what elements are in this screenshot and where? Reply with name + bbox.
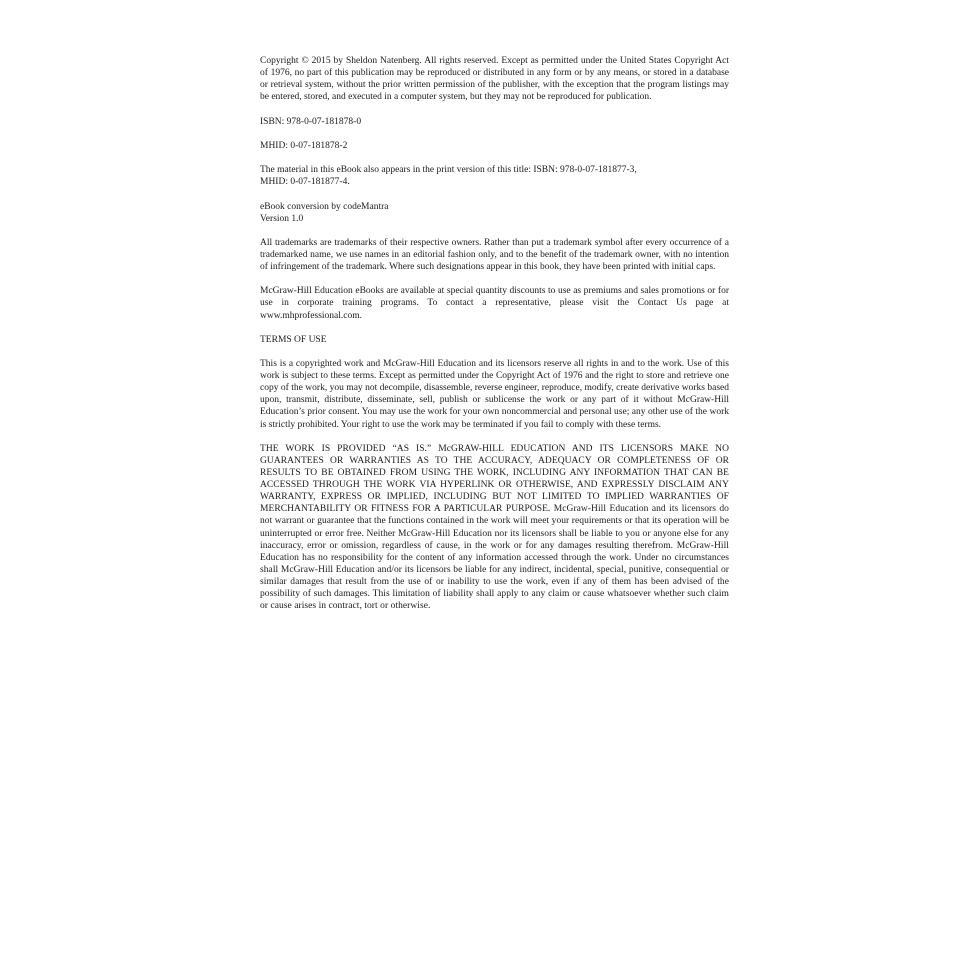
ebook-version: Version 1.0	[260, 213, 304, 224]
copyright-page	[260, 55, 729, 624]
print-version-line-2: MHID: 0-07-181877-4.	[260, 177, 350, 188]
print-version-line-1: The material in this eBook also appears in the print version of this title: ISBN: 978-0-07-181877-3,	[260, 165, 637, 176]
isbn-line: ISBN: 978-0-07-181878-0	[260, 116, 362, 127]
print-version-note	[260, 164, 729, 188]
terms-body: This is a copyrighted work and McGraw-Hill Education and its licensors reserve all rights in and to the work. Use of this work is subject to these terms. Except as permitted under the Copyright Act of 1976 and the right to store and retrieve one copy of the work, you may not decompile, disassemble, reverse engineer, reproduce, modify, create derivative works based upon, transmit, distribute, disseminate, sell, publish or sublicense the work or any part of it without McGraw-Hill Education’s prior consent. You may use the work for your own noncommercial and personal use; any other use of the work is strictly prohibited. Your right to use the work may be terminated if you fail to comply with these terms.	[260, 359, 729, 430]
mhid-line: MHID: 0-07-181878-2	[260, 140, 348, 151]
terms-heading: TERMS OF USE	[260, 334, 327, 345]
ebook-info	[260, 201, 729, 225]
disclaimer: THE WORK IS PROVIDED “AS IS.” McGRAW-HILL EDUCATION AND ITS LICENSORS MAKE NO GUARANTEES OR WARRANTIES AS TO THE ACCURACY, ADEQUACY OR COMPLETENESS OF OR RESULTS TO BE OBTAINED FROM USING THE WORK, INCLUDING ANY INFORMATION THAT CAN BE ACCESSED THROUGH THE WORK VIA HYPERLINK OR OTHERWISE, AND EXPRESSLY DISCLAIM ANY WARRANTY, EXPRESS OR IMPLIED, INCLUDING BUT NOT LIMITED TO IMPLIED WARRANTIES OF MERCHANTABILITY OR FITNESS FOR A PARTICULAR PURPOSE. McGraw-Hill Education and its licensors do not warrant or guarantee that the functions contained in the work will meet your requirements or that its operation will be uninterrupted or error free. Neither McGraw-Hill Education nor its licensors shall be liable to you or anyone else for any inaccuracy, error or omission, regardless of cause, in the work or for any damages resulting therefrom. McGraw-Hill Education has no responsibility for the content of any information accessed through the work. Under no circumstances shall McGraw-Hill Education and/or its licensors be liable for any indirect, incidental, special, punitive, consequential or similar damages that result from the use of or inability to use the work, even if any of them has been advised of the possibility of such damages. This limitation of liability shall apply to any claim or cause whatsoever whether such claim or cause arises in contract, tort or otherwise.	[260, 443, 729, 612]
copyright-notice: Copyright © 2015 by Sheldon Natenberg. All rights reserved. Except as permitted under the United States Copyright Act of 1976, no part of this publication may be reproduced or distributed in any form or by any means, or stored in a database or retrieval system, without the prior written permission of the publisher, with the exception that the program listings may be entered, stored, and executed in a computer system, but they may not be reproduced for publication.	[260, 56, 729, 103]
ebook-conversion: eBook conversion by codeMantra	[260, 201, 389, 212]
trademarks-notice: All trademarks are trademarks of their respective owners. Rather than put a trademark symbol after every occurrence of a trademarked name, we use names in an editorial fashion only, and to the benefit of the trademark owner, with no intention of infringement of the trademark. Where such designations appear in this book, they have been printed with initial caps.	[260, 237, 729, 273]
discounts-notice: McGraw-Hill Education eBooks are available at special quantity discounts to use as premiums and sales promotions or for use in corporate training programs. To contact a representative, please visit the Contact Us page at www.mhprofessional.com.	[260, 286, 729, 321]
